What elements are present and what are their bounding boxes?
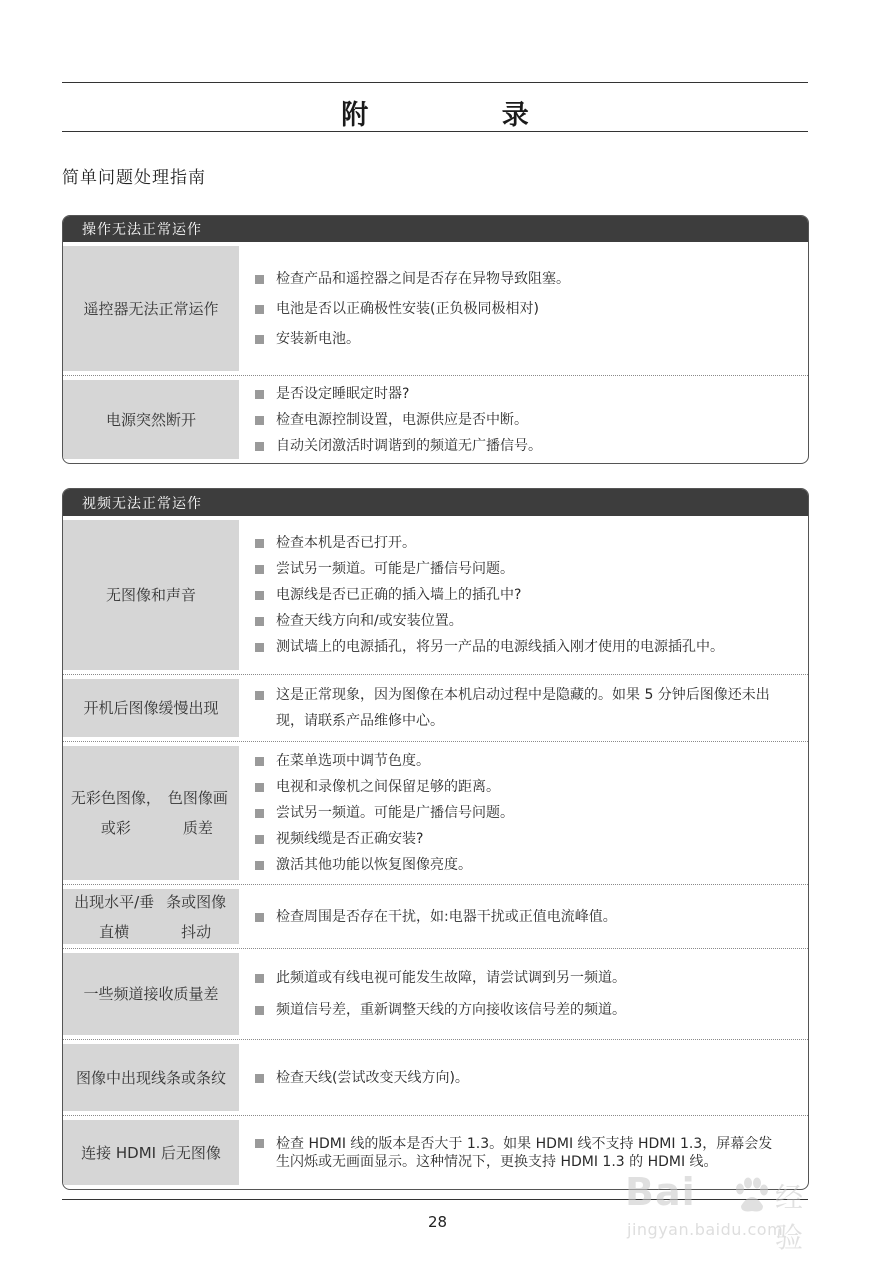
watermark-url: jingyan.baidu.com bbox=[627, 1220, 784, 1239]
list-item: 激活其他功能以恢复图像亮度。 bbox=[251, 852, 778, 878]
panel-video bbox=[62, 488, 809, 1190]
row-items bbox=[239, 516, 808, 674]
square-bullet-icon bbox=[255, 539, 264, 548]
square-bullet-icon bbox=[255, 591, 264, 600]
square-bullet-icon bbox=[255, 783, 264, 792]
watermark-suffix: 经验 bbox=[775, 1181, 804, 1254]
square-bullet-icon bbox=[255, 691, 264, 700]
list-item: 电池是否以正确极性安装(正负极同极相对) bbox=[251, 296, 778, 322]
row-label-line: 缓慢出现 bbox=[158, 699, 219, 717]
row-label bbox=[63, 380, 239, 459]
square-bullet-icon bbox=[255, 335, 264, 344]
row-label bbox=[63, 889, 239, 944]
list-item: 这是正常现象，因为图像在本机启动过程中是隐藏的。如果 5 分钟后图像还未出现，请联系产品维修中心。 bbox=[251, 682, 778, 734]
troubleshoot-row bbox=[63, 516, 808, 675]
panel-header: 操作无法正常运作 bbox=[63, 216, 808, 242]
list-item: 尝试另一频道。可能是广播信号问题。 bbox=[251, 556, 778, 582]
row-items bbox=[239, 675, 808, 741]
row-label bbox=[63, 1044, 239, 1111]
troubleshoot-row bbox=[63, 376, 808, 463]
square-bullet-icon bbox=[255, 1006, 264, 1015]
row-label bbox=[63, 679, 239, 737]
list-item: 安装新电池。 bbox=[251, 326, 778, 352]
square-bullet-icon bbox=[255, 1139, 264, 1148]
row-items bbox=[239, 376, 808, 463]
title-underline-rule bbox=[62, 131, 808, 132]
list-item: 检查天线方向和/或安装位置。 bbox=[251, 608, 778, 634]
row-label-line: 色图像画质差 bbox=[167, 789, 228, 837]
row-label-line: 连接 HDMI 后 bbox=[81, 1143, 176, 1162]
row-label-line: 无图像 bbox=[175, 1143, 221, 1162]
square-bullet-icon bbox=[255, 617, 264, 626]
list-item: 在菜单选项中调节色度。 bbox=[251, 748, 778, 774]
row-label-line: 无彩色图像，或彩 bbox=[70, 789, 161, 837]
square-bullet-icon bbox=[255, 1074, 264, 1083]
square-bullet-icon bbox=[255, 390, 264, 399]
page-title: 附 录 bbox=[341, 100, 591, 131]
troubleshoot-row bbox=[63, 675, 808, 742]
panel-operation bbox=[62, 215, 809, 464]
square-bullet-icon bbox=[255, 305, 264, 314]
row-label bbox=[63, 246, 239, 371]
list-item: 检查电源控制设置，电源供应是否中断。 bbox=[251, 407, 778, 433]
troubleshoot-row bbox=[63, 885, 808, 949]
square-bullet-icon bbox=[255, 442, 264, 451]
list-item: 此频道或有线电视可能发生故障，请尝试调到另一频道。 bbox=[251, 965, 778, 991]
baidu-paw-icon bbox=[731, 1176, 771, 1220]
list-item: 检查本机是否已打开。 bbox=[251, 530, 778, 556]
list-item: 检查天线(尝试改变天线方向)。 bbox=[251, 1065, 778, 1091]
list-item: 测试墙上的电源插孔，将另一产品的电源线插入刚才使用的电源插孔中。 bbox=[251, 634, 778, 660]
troubleshoot-row bbox=[63, 1040, 808, 1116]
troubleshoot-row bbox=[63, 949, 808, 1040]
row-items bbox=[239, 742, 808, 884]
row-label-line: 出现水平/垂直横 bbox=[74, 892, 155, 941]
panel-header: 视频无法正常运作 bbox=[63, 489, 808, 516]
square-bullet-icon bbox=[255, 835, 264, 844]
row-label-line: 质量差 bbox=[173, 985, 219, 1003]
list-item: 检查周围是否存在干扰，如:电器干扰或正值电流峰值。 bbox=[251, 904, 778, 930]
square-bullet-icon bbox=[255, 913, 264, 922]
list-item: 电源线是否已正确的插入墙上的插孔中? bbox=[251, 582, 778, 608]
row-items bbox=[239, 949, 808, 1039]
list-item: 自动关闭激活时调谐到的频道无广播信号。 bbox=[251, 433, 778, 459]
square-bullet-icon bbox=[255, 275, 264, 284]
row-label-line: 无图像和声音 bbox=[105, 586, 196, 604]
list-item: 尝试另一频道。可能是广播信号问题。 bbox=[251, 800, 778, 826]
list-item: 频道信号差，重新调整天线的方向接收该信号差的频道。 bbox=[251, 997, 778, 1023]
square-bullet-icon bbox=[255, 861, 264, 870]
row-label-line: 或条纹 bbox=[181, 1068, 227, 1087]
row-label-line: 遥控器无法正常运作 bbox=[83, 299, 219, 318]
square-bullet-icon bbox=[255, 565, 264, 574]
section-heading: 简单问题处理指南 bbox=[62, 168, 206, 188]
page-number: 28 bbox=[427, 1213, 448, 1231]
troubleshoot-row bbox=[63, 242, 808, 376]
row-label-line: 图像中出现线条 bbox=[75, 1068, 181, 1087]
list-item: 是否设定睡眠定时器? bbox=[251, 381, 778, 407]
square-bullet-icon bbox=[255, 416, 264, 425]
row-label-line: 电源突然断开 bbox=[105, 410, 196, 429]
top-rule bbox=[62, 82, 808, 83]
row-label bbox=[63, 953, 239, 1035]
watermark-brand: Bai bbox=[625, 1170, 696, 1214]
row-label bbox=[63, 746, 239, 880]
row-label-line: 开机后图像 bbox=[83, 699, 159, 717]
row-label-line: 一些频道接收 bbox=[83, 985, 174, 1003]
list-item: 检查 HDMI 线的版本是否大于 1.3。如果 HDMI 线不支持 HDMI 1.3，屏幕会发生闪烁或无画面显示。这种情况下，更换支持 HDMI 1.3 的 HDMI 线。 bbox=[251, 1135, 778, 1171]
row-label-line: 条或图像抖动 bbox=[166, 892, 227, 941]
watermark bbox=[625, 1170, 825, 1254]
troubleshoot-row bbox=[63, 742, 808, 885]
square-bullet-icon bbox=[255, 809, 264, 818]
row-label bbox=[63, 1120, 239, 1185]
square-bullet-icon bbox=[255, 974, 264, 983]
row-label bbox=[63, 520, 239, 670]
list-item: 视频线缆是否正确安装? bbox=[251, 826, 778, 852]
list-item: 电视和录像机之间保留足够的距离。 bbox=[251, 774, 778, 800]
square-bullet-icon bbox=[255, 643, 264, 652]
row-items bbox=[239, 242, 808, 375]
row-items bbox=[239, 885, 808, 948]
square-bullet-icon bbox=[255, 757, 264, 766]
row-items bbox=[239, 1040, 808, 1115]
list-item: 检查产品和遥控器之间是否存在异物导致阻塞。 bbox=[251, 266, 778, 292]
